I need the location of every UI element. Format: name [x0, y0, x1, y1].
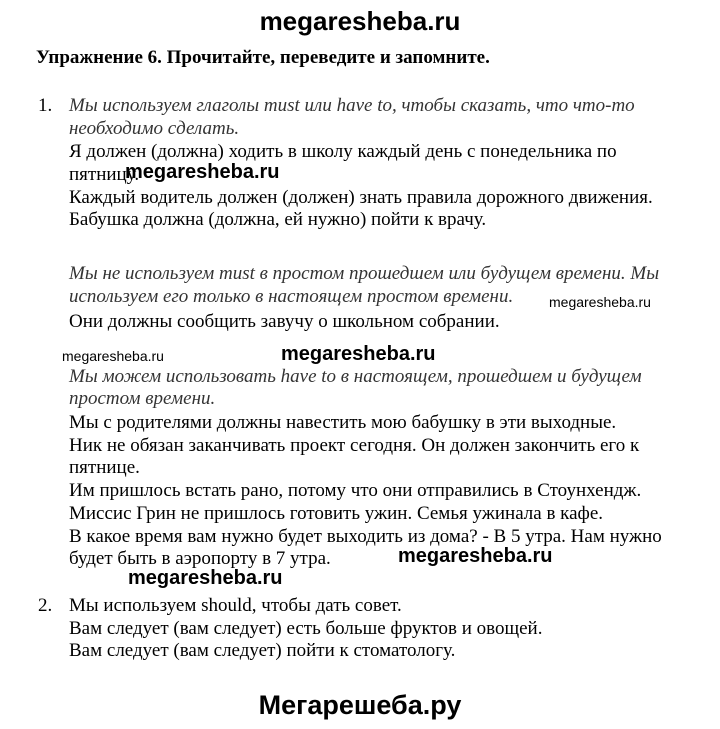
watermark-top: megaresheba.ru — [259, 6, 461, 36]
exercise-heading: Упражнение 6. Прочитайте, переведите и запомните. — [36, 47, 490, 68]
example-line: Каждый водитель должен (должен) знать правила дорожного движения. — [69, 187, 653, 208]
example-line: В какое время вам нужно будет выходить из дома? - В 5 утра. Нам нужно — [69, 526, 662, 547]
watermark-bottom: Мегарешеба.ру — [258, 690, 462, 720]
example-line: Мы используем should, чтобы дать совет. — [69, 595, 402, 616]
watermark-inline: megaresheba.ru — [549, 294, 651, 310]
watermark-inline: megaresheba.ru — [281, 343, 436, 365]
example-line: Им пришлось встать рано, потому что они отправились в Стоунхендж. — [69, 480, 642, 501]
example-line: Ник не обязан заканчивать проект сегодня. Он должен закончить его к — [69, 435, 640, 456]
example-line: будет быть в аэропорту в 7 утра. — [69, 548, 331, 569]
rule-line: необходимо сделать. — [69, 118, 240, 139]
watermark-inline: megaresheba.ru — [128, 567, 283, 589]
example-line: пятнице. — [69, 457, 140, 478]
rule-line: Мы не используем must в простом прошедшем или будущем времени. Мы — [69, 263, 660, 284]
example-line: Вам следует (вам следует) есть больше фруктов и овощей. — [69, 618, 543, 639]
item-number-1: 1. — [38, 95, 53, 116]
item-number-2: 2. — [38, 595, 53, 616]
example-line: Я должен (должна) ходить в школу каждый день с понедельника по — [69, 141, 617, 162]
rule-line: простом времени. — [69, 388, 216, 409]
rule-line: Мы используем глаголы must или have to, чтобы сказать, что что-то — [69, 95, 635, 116]
example-line: Вам следует (вам следует) пойти к стоматологу. — [69, 640, 456, 661]
example-line: Они должны сообщить завучу о школьном собрании. — [69, 311, 500, 332]
watermark-inline: megaresheba.ru — [62, 348, 164, 364]
rule-line: используем его только в настоящем простом времени. — [69, 286, 514, 307]
example-line: пятницу. — [69, 164, 140, 185]
example-line: Бабушка должна (должна, ей нужно) пойти к врачу. — [69, 209, 487, 230]
example-line: Миссис Грин не пришлось готовить ужин. Семья ужинала в кафе. — [69, 503, 604, 524]
example-line: Мы с родителями должны навестить мою бабушку в эти выходные. — [69, 412, 617, 433]
watermark-inline: megaresheba.ru — [398, 545, 553, 567]
watermark-inline: megaresheba.ru — [125, 161, 280, 183]
rule-line: Мы можем использовать have to в настоящем, прошедшем и будущем — [69, 366, 642, 387]
